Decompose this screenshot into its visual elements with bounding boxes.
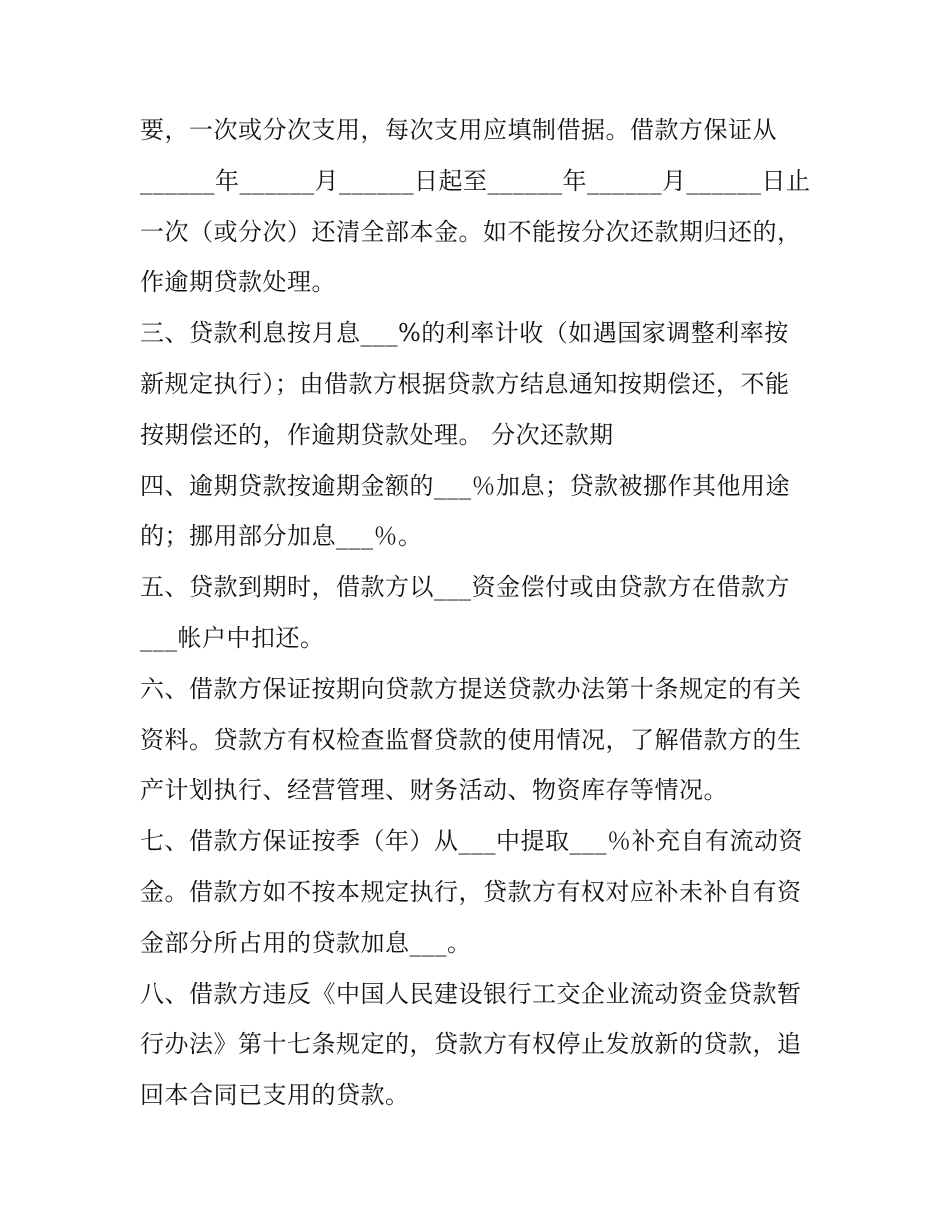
text-line: 的；挪用部分加息___％。: [140, 522, 423, 551]
text-line: ______年______月______日起至______年______月______日止: [140, 166, 811, 195]
text-line: 回本合同已支用的贷款。: [140, 1081, 410, 1110]
clause-8-line: 八、借款方违反《中国人民建设银行工交企业流动资金贷款暂: [140, 979, 802, 1008]
clause-5-line: 五、贷款到期时，借款方以___资金偿付或由贷款方在借款方: [140, 573, 790, 602]
text-line: 按期偿还的，作逾期贷款处理。 分次还款期: [140, 420, 614, 449]
text-line: 作逾期贷款处理。: [140, 268, 336, 297]
text-line: 新规定执行）；由借款方根据贷款方结息通知按期偿还，不能: [140, 369, 790, 398]
document-body: [140, 105, 820, 1121]
text-line: 行办法》第十七条规定的，贷款方有权停止发放新的贷款，追: [140, 1030, 802, 1059]
text-line: 要，一次或分次支用，每次支用应填制借据。借款方保证从: [140, 116, 777, 144]
text-line: ___帐户中扣还。: [140, 623, 325, 652]
text-line: 产计划执行、经营管理、财务活动、物资库存等情况。: [140, 776, 728, 805]
text-line: 金。借款方如不按本规定执行，贷款方有权对应补未补自有资: [140, 877, 802, 906]
clause-3-line: 三、贷款利息按月息___%的利率计收（如遇国家调整利率按: [140, 319, 789, 348]
text-line: 金部分所占用的贷款加息___。: [140, 928, 472, 957]
clause-7-line: 七、借款方保证按季（年）从___中提取___％补充自有流动资: [140, 827, 803, 856]
text-line: 一次（或分次）还清全部本金。如不能按分次还款期归还的，: [140, 217, 802, 246]
clause-4-line: 四、逾期贷款按逾期金额的___％加息；贷款被挪作其他用途: [140, 471, 790, 500]
text-line: 资料。贷款方有权检查监督贷款的使用情况，了解借款方的生: [140, 725, 802, 754]
clause-6-line: 六、借款方保证按期向贷款方提送贷款办法第十条规定的有关: [140, 674, 802, 703]
